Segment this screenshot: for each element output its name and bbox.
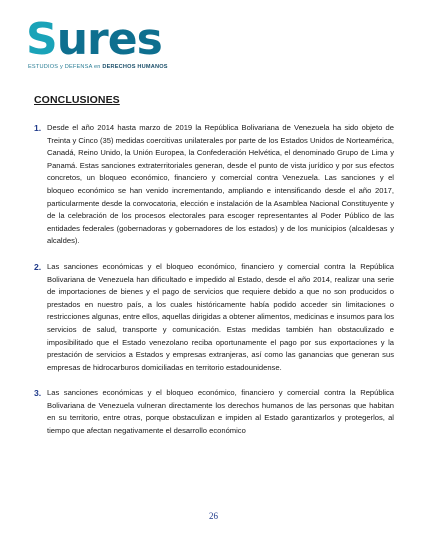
logo-tagline: ESTUDIOS y DEFENSA en DERECHOS HUMANOS <box>28 64 168 70</box>
section-title: CONCLUSIONES <box>34 94 120 106</box>
page-number: 26 <box>209 511 218 521</box>
conclusions-list <box>34 122 394 451</box>
sures-logo <box>26 16 176 76</box>
list-item <box>34 261 394 374</box>
item-text: Las sanciones económicas y el bloqueo económico, financiero y comercial contra la República Bolivariana de Venezuela han dificultado e impedido al Estado, desde el año 2014, realizar una serie de importaciones de bienes y el pago de servicios que requiere debido a que no son producidos o prestados en nuestro país, a los cuales históricamente había podido acceder sin limitaciones o restricciones algunas, entre ellos, aquellas dirigidas a obtener alimentos, medicinas e insumos para los servicios de salud, transporte y comunicación. Estas medidas también han obstaculizado e imposibilitado que el Estado venezolano reciba oportunamente el pago por sus exportaciones y la prestación de servicios a Estados y empresas extranjeras, así como las ganancias que generan sus empresas de hidrocarburos domiciliadas en territorio estadounidense. <box>47 261 394 372</box>
item-number: 2. <box>34 261 42 272</box>
item-text: Las sanciones económicas y el bloqueo económico, financiero y comercial contra la República Bolivariana de Venezuela vulneran directamente los derechos humanos de las personas que habitan en su territorio, entre otras, porque obstaculizan e impiden al Estado garantizarlos y protegerlos, al tiempo que afectan negativamente el desarrollo económico <box>47 388 394 436</box>
logo-wordmark: Sures <box>26 14 162 65</box>
item-number: 3. <box>34 388 42 399</box>
list-item <box>34 122 394 248</box>
item-text: Desde el año 2014 hasta marzo de 2019 la República Bolivariana de Venezuela ha sido objeto de Treinta y Cinco (35) medidas coercitivas unilaterales por parte de los Estados Unidos de Norteamérica, Canadá, Reino Unido, la Unión Europea, la Confederación Helvética, el denominado Grupo de Lima y Panamá. Estas sanciones extraterritoriales generan, desde el punto de vista jurídico y por sus efectos concretos, un bloqueo económico, financiero y comercial contra Venezuela. Las sanciones y el bloqueo económico se han venido incrementando, ampliando e intensificando desde el año 2017, particularmente desde la convocatoria, elección e instalación de la Asamblea Nacional Constituyente y de la celebración de los procesos electorales para escoger representantes al Poder Público de las entidades federales (gobernadoras y gobernadores de los estados) y de los municipios (alcaldesas y alcaldes). <box>47 123 394 246</box>
list-item <box>34 387 394 437</box>
item-number: 1. <box>34 123 42 133</box>
